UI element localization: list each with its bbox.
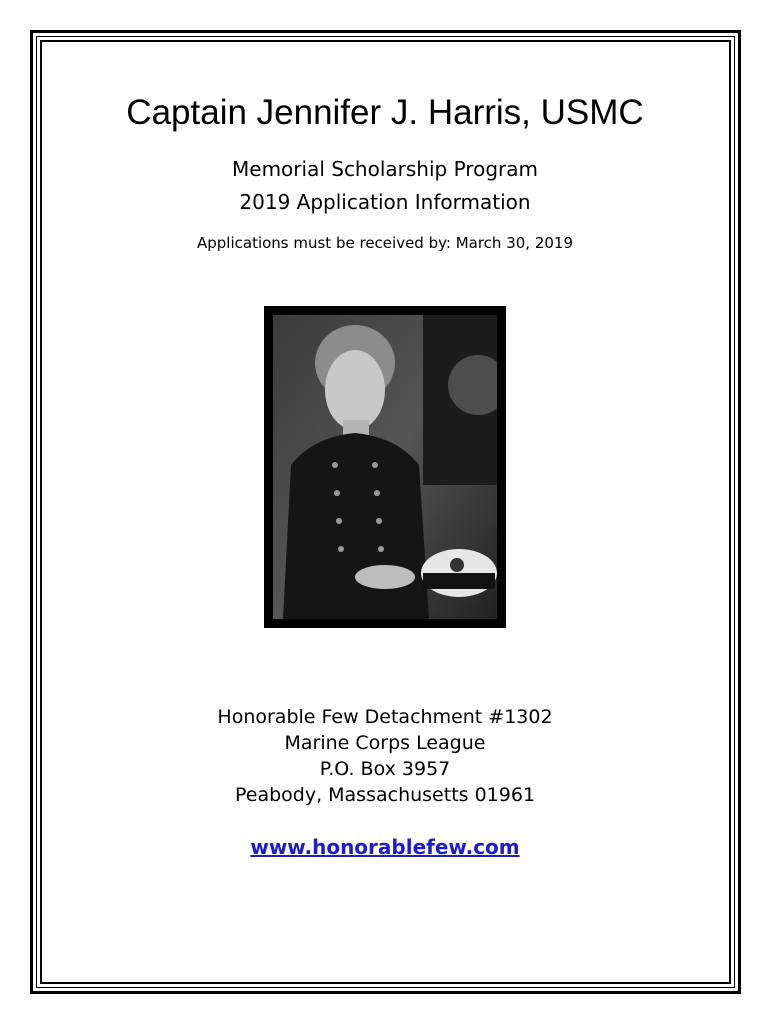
website-link[interactable]: www.honorablefew.com xyxy=(250,835,520,859)
address-po-box: P.O. Box 3957 xyxy=(319,758,451,780)
subtitle-application-info: 2019 Application Information xyxy=(239,190,531,214)
deadline-text: Applications must be received by: March 30, 2019 xyxy=(196,234,574,252)
address-organization: Marine Corps League xyxy=(284,732,486,754)
subtitle-program: Memorial Scholarship Program xyxy=(232,157,538,181)
portrait-photo xyxy=(264,306,506,628)
page-title: Captain Jennifer J. Harris, USMC xyxy=(126,93,644,132)
portrait-image xyxy=(273,315,497,619)
address-city-state-zip: Peabody, Massachusetts 01961 xyxy=(234,784,536,806)
address-detachment: Honorable Few Detachment #1302 xyxy=(217,706,553,728)
